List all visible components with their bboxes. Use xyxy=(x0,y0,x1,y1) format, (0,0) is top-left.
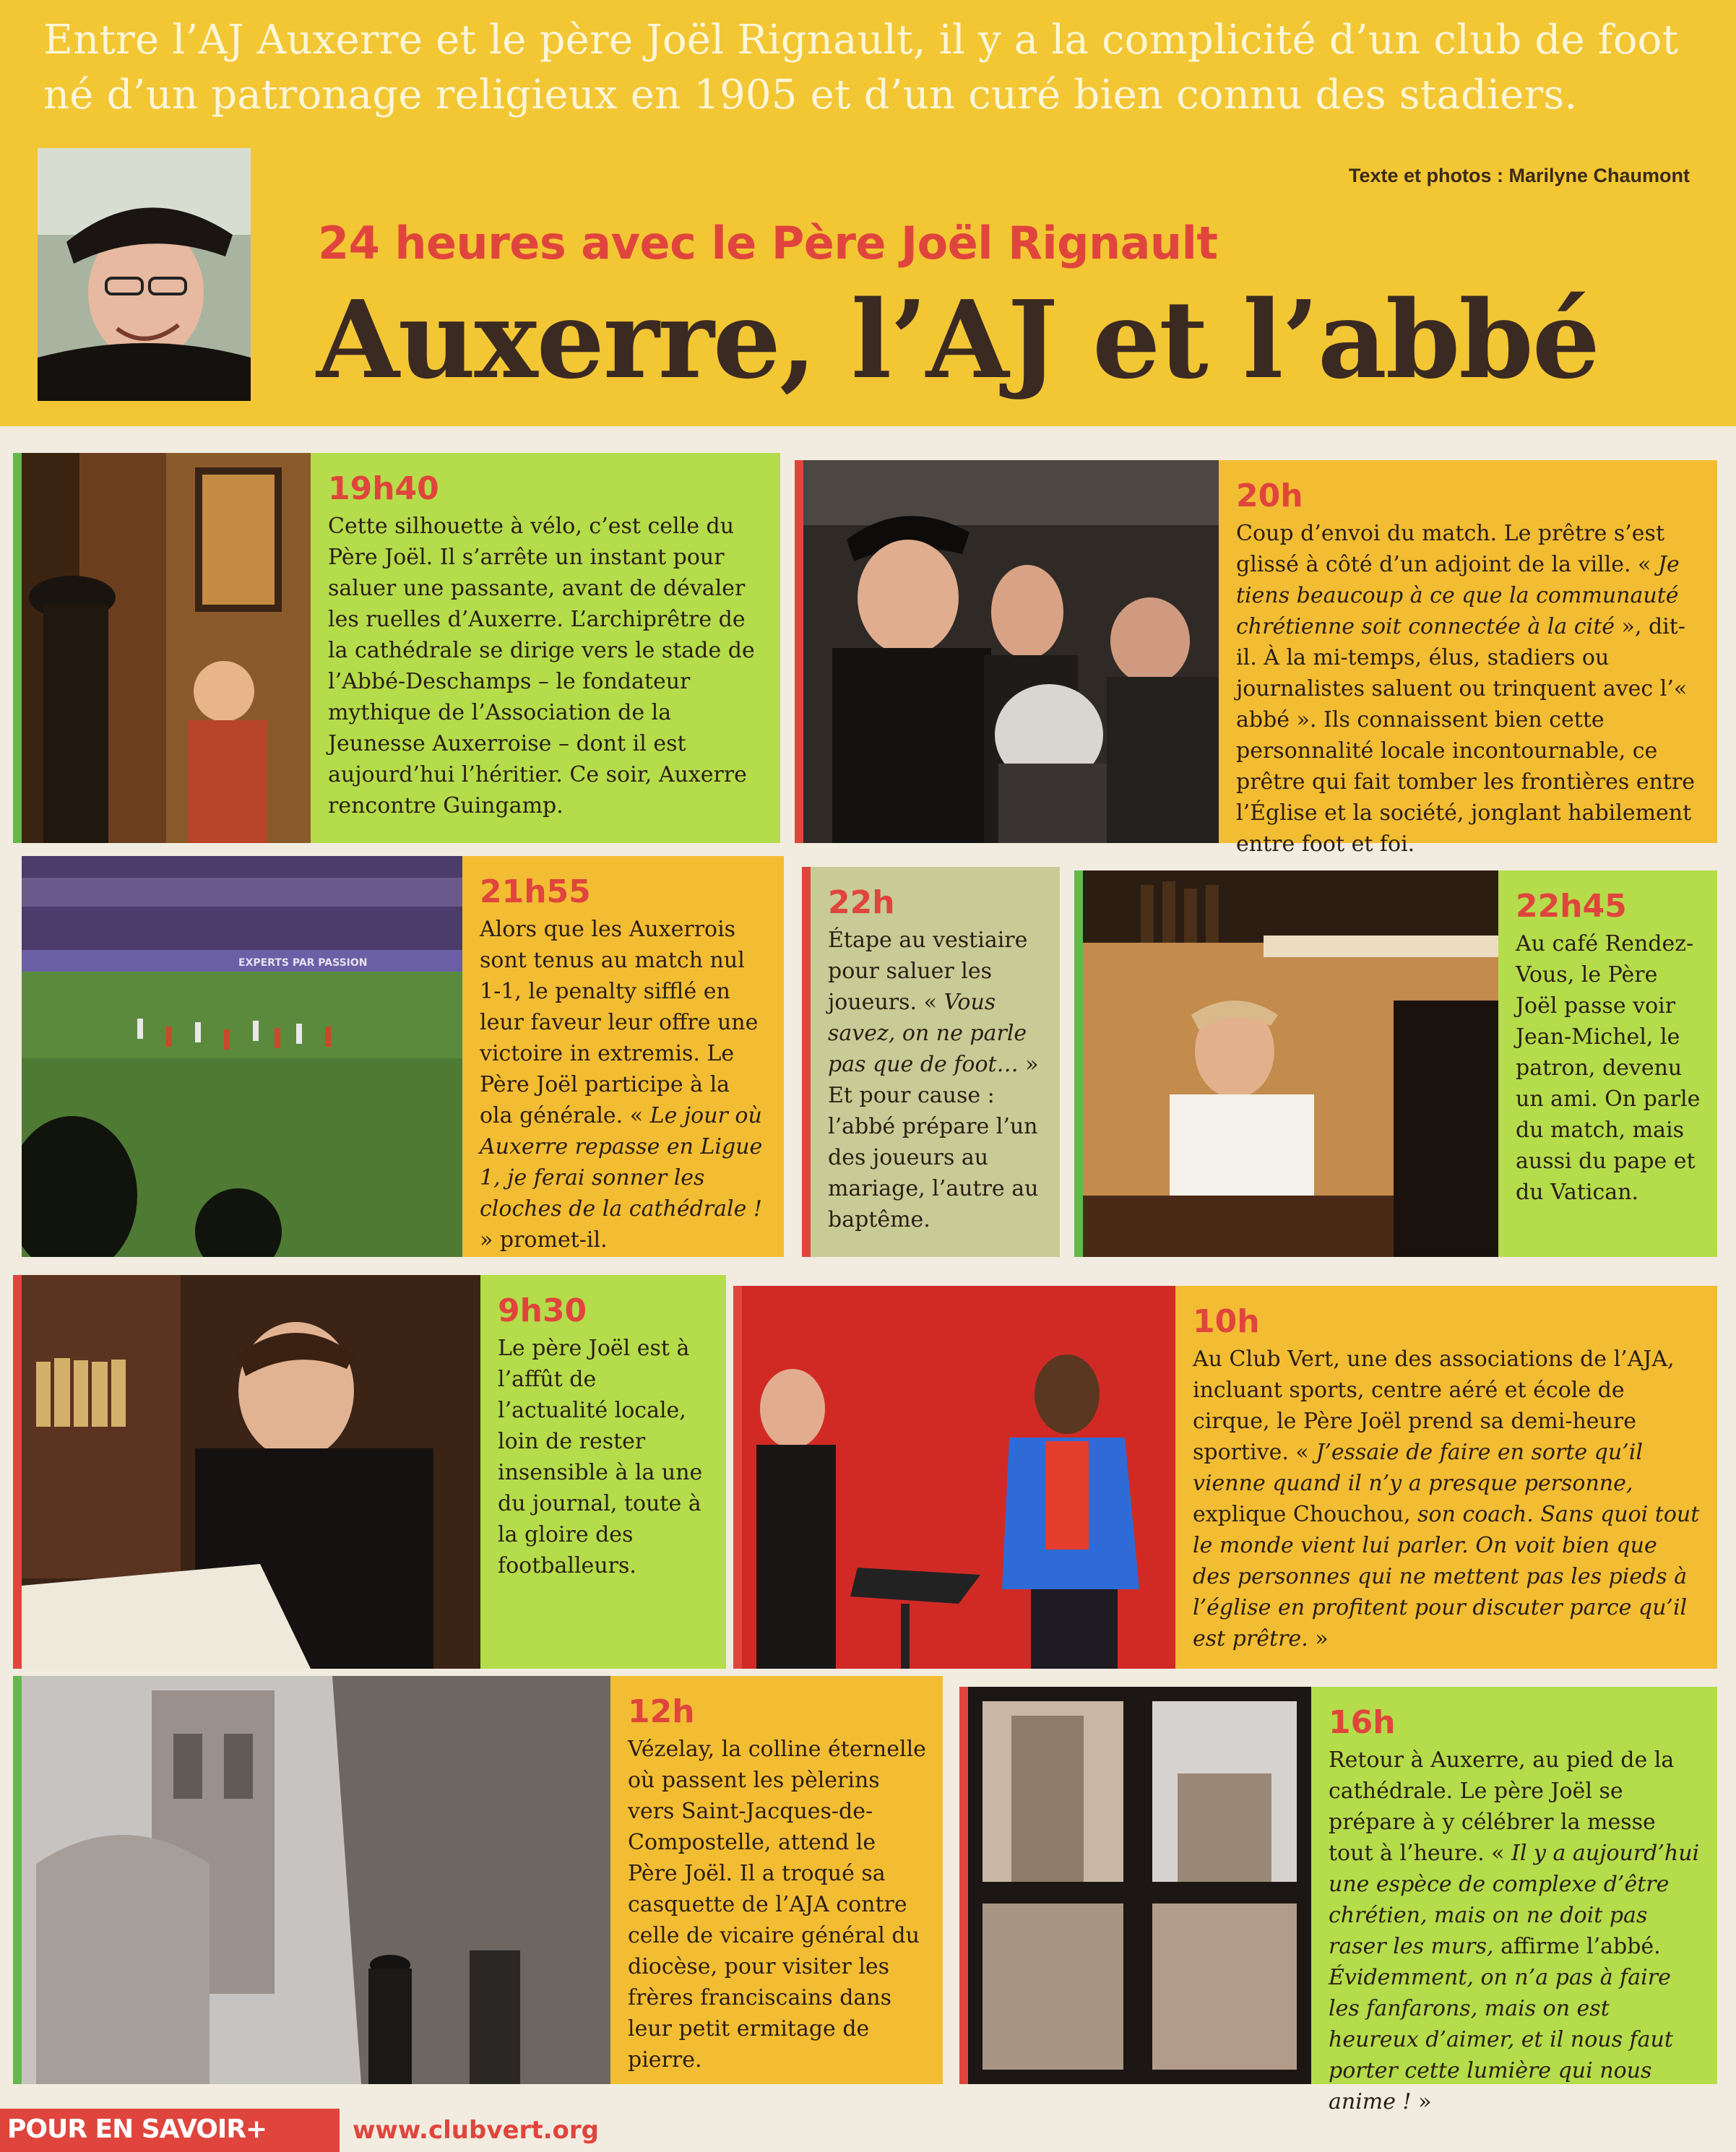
panel-text: » xyxy=(1411,2089,1432,2114)
color-stripe xyxy=(13,453,22,843)
panel-text: Au Club Vert, une des associations de l’AJA, incluant sports, centre aéré et école de cirque, le Père Joël prend sa demi-heure sportive. « xyxy=(1193,1347,1675,1465)
photo-reading-newspaper xyxy=(22,1275,480,1669)
panel-22h45 xyxy=(1498,870,1717,1257)
panel-quote: Évidemment, on n’a pas à faire les fanfarons, mais on est heureux d’aimer, et il nous faut porter cette lumière qui nous anime ! xyxy=(1329,1965,1673,2114)
time-label: 19h40 xyxy=(328,470,439,507)
time-label: 16h xyxy=(1329,1704,1396,1741)
photo-bicycle-street xyxy=(22,453,311,843)
time-label: 22h45 xyxy=(1516,888,1627,925)
color-stripe xyxy=(795,460,803,843)
panel-text: affirme l’abbé. xyxy=(1493,1934,1661,1959)
stadium-banner: EXPERTS PAR PASSION xyxy=(238,957,368,969)
panel-text: Alors que les Auxerrois sont tenus au match nul 1-1, le penalty sifflé en leur faveur leur offre une victoire in extremis. Le Père Joël participe à la ola générale. « xyxy=(480,917,759,1128)
color-stripe xyxy=(959,1687,968,2084)
panel-quote: J’essaie de faire en sorte qu’il vienne quand il n’y a presque personne, xyxy=(1193,1440,1643,1496)
panel-quote: son coach. Sans quoi tout le monde vient lui parler. On voit bien que des personnes qui ne mettent pas les pieds à l’église en profitent pour discuter parce qu’il est prêtre. xyxy=(1193,1502,1700,1651)
kicker: 24 heures avec le Père Joël Rignault xyxy=(318,217,1218,269)
panel-20h xyxy=(1219,460,1717,857)
color-stripe xyxy=(13,1676,22,2084)
panel-22h xyxy=(811,867,1060,1257)
color-stripe xyxy=(1074,870,1083,1257)
photo-cathedral-window xyxy=(968,1687,1311,2084)
intro-text: Entre l’AJ Auxerre et le père Joël Rignault, il y a la complicité d’un club de foot né d’un patronage religieux en 1905 et d’un curé bien connu des stadiers. xyxy=(43,17,1679,118)
time-label: 20h xyxy=(1236,477,1303,514)
panel-19h40 xyxy=(311,453,780,843)
panel-text: Le père Joël est à l’affût de l’actualité locale, loin de rester insensible à la une du journal, toute à la gloire des footballeurs. xyxy=(498,1336,703,1578)
panel-text: Vézelay, la colline éternelle où passent les pèlerins vers Saint-Jacques-de-Compostelle, attend le Père Joël. Il a troqué sa casquette de l’AJA contre celle de vicaire général du diocèse, pour visiter les frères franciscains dans leur petit ermitage de pierre. xyxy=(628,1737,926,2073)
panel-quote: Je tiens beaucoup à ce que la communauté chrétienne soit connectée à la cité xyxy=(1236,552,1680,639)
photo-cafe-bar xyxy=(1083,870,1498,1257)
photo-gym-bike xyxy=(742,1286,1175,1669)
time-label: 9h30 xyxy=(498,1292,587,1329)
panel-text: Retour à Auxerre, au pied de la cathédrale. Le père Joël se prépare à y célébrer la messe tout à l’heure. « xyxy=(1329,1747,1675,1866)
panel-9h30 xyxy=(480,1275,726,1669)
color-stripe xyxy=(802,867,811,1257)
panel-quote: Le jour où Auxerre repasse en Ligue 1, je ferai sonner les cloches de la cathédrale ! xyxy=(480,1103,763,1222)
headline: Auxerre, l’AJ et l’abbé xyxy=(316,277,1599,402)
photo-credit: Texte et photos : Marilyne Chaumont xyxy=(1348,165,1690,186)
panel-21h55 xyxy=(462,856,784,1257)
color-stripe xyxy=(13,1275,22,1669)
panel-text: Cette silhouette à vélo, c’est celle du Père Joël. Il s’arrête un instant pour saluer une passante, avant de dévaler les ruelles d’Auxerre. L’archiprêtre de la cathédrale se dirige vers le stade de l’Abbé-Deschamps – le fondateur mythique de l’Association de la Jeunesse Auxerroise – dont il est aujourd’hui l’héritier. Ce soir, Auxerre rencontre Guingamp. xyxy=(328,514,755,818)
panel-text: Coup d’envoi du match. Le prêtre s’est glissé à côté d’un adjoint de la ville. « xyxy=(1236,521,1665,577)
color-stripe xyxy=(733,1286,742,1669)
portrait-photo xyxy=(38,148,251,401)
footer-label xyxy=(0,2109,340,2152)
footer-link[interactable]: www.clubvert.org xyxy=(353,2116,599,2145)
panel-16h xyxy=(1311,1687,1717,2114)
time-label: 12h xyxy=(628,1693,695,1730)
time-label: 10h xyxy=(1193,1303,1260,1340)
time-label: 21h55 xyxy=(480,873,591,910)
panel-text: » Et pour cause : l’abbé prépare l’un des joueurs au mariage, l’autre au baptême. xyxy=(828,1052,1039,1232)
panel-quote: Vous savez, on ne parle pas que de foot… xyxy=(828,990,1027,1077)
panel-quote: Il y a aujourd’hui une espèce de complexe d’être chrétien, mais on ne doit pas raser les murs, xyxy=(1329,1841,1700,1959)
time-label: 22h xyxy=(828,884,895,921)
panel-text: » promet-il. xyxy=(480,1227,608,1253)
panel-text: explique Chouchou, xyxy=(1193,1502,1418,1527)
panel-text: Au café Rendez-Vous, le Père Joël passe voir Jean-Michel, le patron, devenu un ami. On parle du match, mais aussi du pape et du Vatican. xyxy=(1516,931,1701,1205)
photo-stadium-crowd xyxy=(803,460,1219,843)
photo-vezelay-basilica xyxy=(22,1676,610,2084)
panel-text: Étape au vestiaire pour saluer les joueurs. « xyxy=(828,928,1028,1015)
panel-text: », dit-il. À la mi-temps, élus, stadiers ou journalistes saluent ou trinquent avec l’« abbé ». Ils connaissent bien cette personnalité locale incontournable, ce prêtre qui fait tomber les frontières entre l’Église et la société, jonglant habilement entre foot et foi. xyxy=(1236,614,1695,857)
footer-label-text: POUR EN SAVOIR+ xyxy=(7,2114,267,2144)
panel-text: » xyxy=(1308,1626,1329,1651)
photo-football-pitch xyxy=(22,856,462,1257)
panel-12h xyxy=(610,1676,943,2084)
panel-10h xyxy=(1175,1286,1717,1669)
